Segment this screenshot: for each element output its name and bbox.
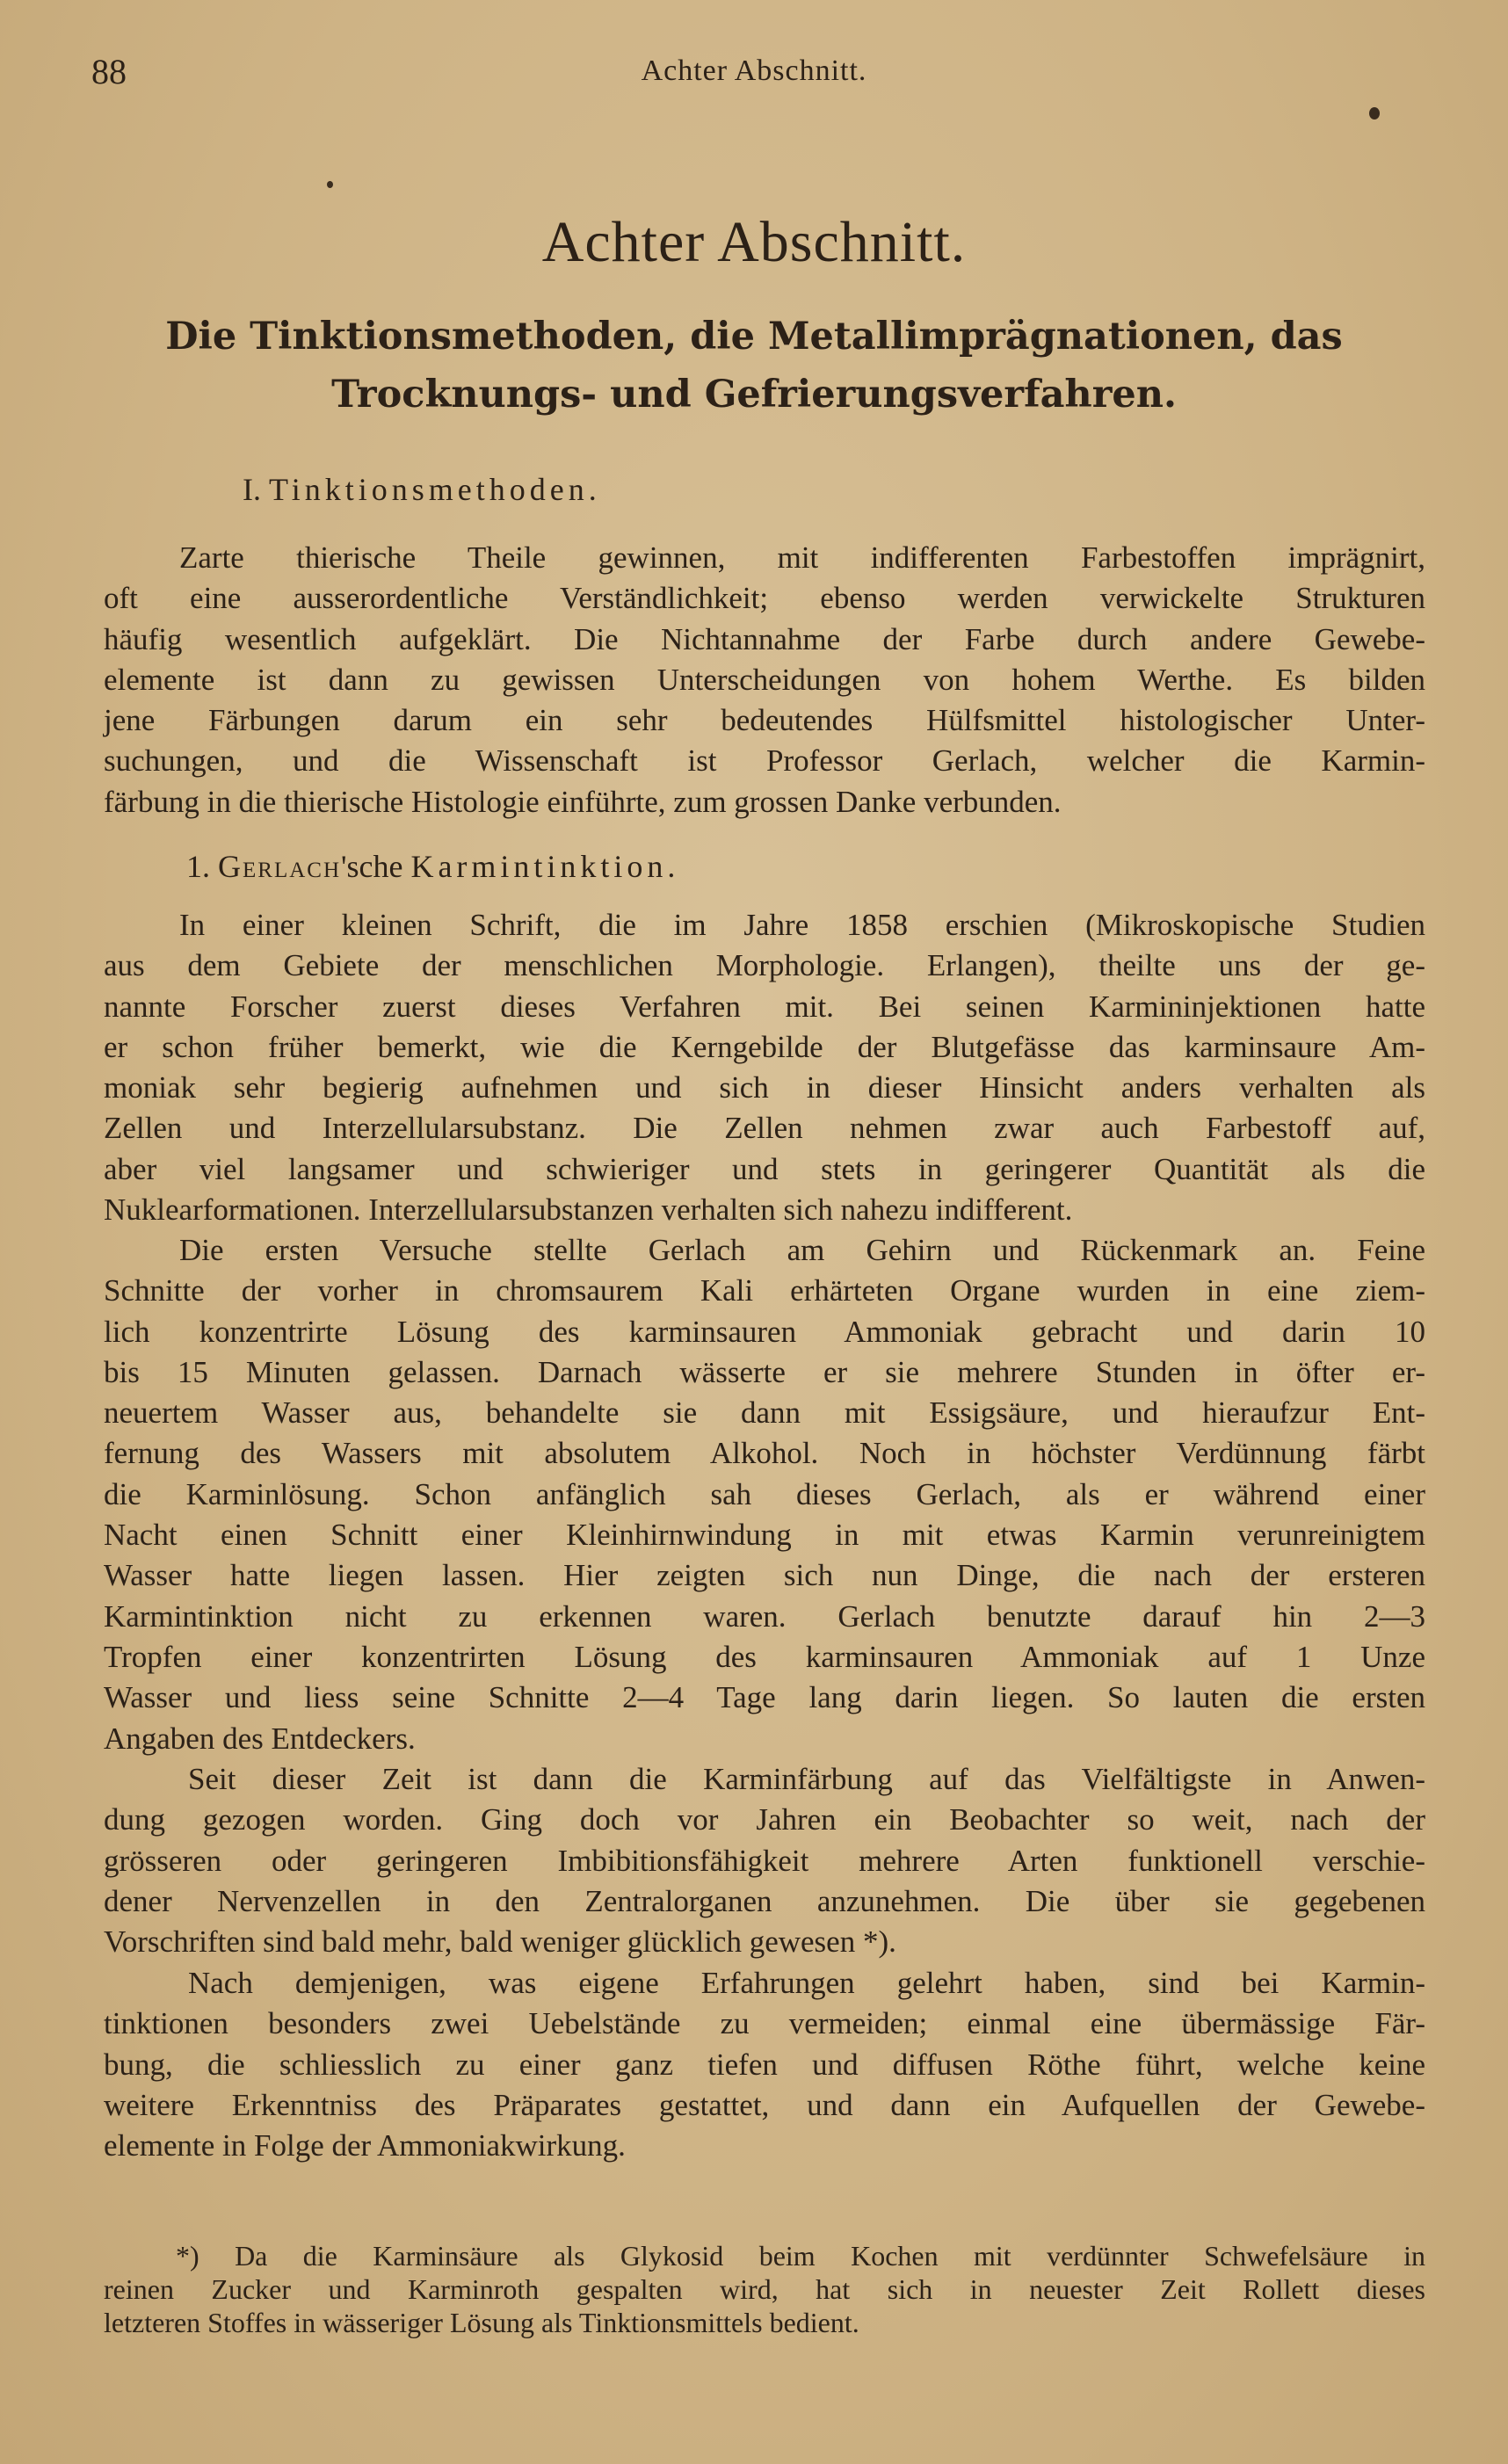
footnote-line: reinen Zucker und Karminroth gespalten wird, hat sich in neuester Zeit Rollett dieses	[104, 2273, 1425, 2305]
text-line: Seit dieser Zeit ist dann die Karminfärbung auf das Vielfältigste in Anwen-	[188, 1762, 1425, 1796]
text-line: oft eine ausserordentliche Verständlichkeit; ebenso werden verwickelte Strukturen	[104, 581, 1425, 616]
text-line: Die ersten Versuche stellte Gerlach am Gehirn und Rückenmark an. Feine	[179, 1233, 1425, 1267]
text-line: suchungen, und die Wissenschaft ist Professor Gerlach, welcher die Karmin-	[104, 743, 1425, 779]
subsection-title: Karmintinktion.	[410, 849, 680, 884]
text-line: Vorschriften sind bald mehr, bald weniger glücklich gewesen *).	[104, 1924, 896, 1960]
text-line: Schnitte der vorher in chromsaurem Kali erhärteten Organe wurden in eine ziem-	[104, 1273, 1425, 1308]
text-line: aber viel langsamer und schwieriger und stets in geringerer Quantität als die	[104, 1151, 1425, 1186]
text-line: neuertem Wasser aus, behandelte sie dann mit Essigsäure, und hieraufzur Ent-	[104, 1395, 1425, 1431]
text-line: grösseren oder geringeren Imbibitionsfähigkeit mehrere Arten funktionell verschie-	[104, 1843, 1425, 1878]
subsection-author: Gerlach	[218, 849, 341, 884]
text-line: bis 15 Minuten gelassen. Darnach wässerte er sie mehrere Stunden in öfter er-	[104, 1354, 1425, 1389]
text-line: Zellen und Interzellularsubstanz. Die Zellen nehmen zwar auch Farbestoff auf,	[104, 1111, 1425, 1146]
running-head	[0, 51, 1508, 95]
text-line: Karmintinktion nicht zu erkennen waren. Gerlach benutzte darauf hin 2—3	[104, 1598, 1425, 1634]
text-line: fernung des Wassers mit absolutem Alkohol. Noch in höchster Verdünnung färbt	[104, 1436, 1425, 1471]
text-line: er schon früher bemerkt, wie die Kerngebilde der Blutgefässe das karminsaure Am-	[104, 1029, 1425, 1064]
text-line: Wasser und liess seine Schnitte 2—4 Tage lang darin liegen. So lauten die ersten	[104, 1680, 1425, 1715]
text-line: weitere Erkenntniss des Präparates gestattet, und dann ein Aufquellen der Gewebe-	[104, 2087, 1425, 2122]
intro-paragraph	[104, 538, 1425, 823]
footnote-line: letzteren Stoffes in wässeriger Lösung als Tinktionsmittels bedient.	[104, 2307, 859, 2338]
text-line: häufig wesentlich aufgeklärt. Die Nichtannahme der Farbe durch andere Gewebe-	[104, 621, 1425, 656]
paragraph-history	[104, 905, 1425, 1230]
text-line: elemente in Folge der Ammoniakwirkung.	[104, 2128, 626, 2163]
text-line: dener Nervenzellen in den Zentralorganen anzunehmen. Die über sie gegebenen	[104, 1883, 1425, 1918]
paragraph-usage	[104, 1759, 1425, 1962]
text-line: In einer kleinen Schrift, die im Jahre 1858 erschien (Mikroskopische Studien	[179, 908, 1425, 942]
text-line: Nacht einen Schnitt einer Kleinhirnwindung in mit etwas Karmin verunreinigtem	[104, 1518, 1425, 1553]
footnote	[104, 2239, 1425, 2339]
text-line: moniak sehr begierig aufnehmen und sich in dieser Hinsicht anders verhalten als	[104, 1070, 1425, 1105]
paragraph-experiments	[104, 1230, 1425, 1759]
text-line: bung, die schliesslich zu einer ganz tiefen und diffusen Röthe führt, welche keine	[104, 2047, 1425, 2082]
text-line: aus dem Gebiete der menschlichen Morphologie. Erlangen), theilte uns der ge-	[104, 948, 1425, 983]
subsection-number: 1.	[186, 849, 210, 884]
section-number: I.	[243, 472, 261, 507]
print-speck	[327, 181, 333, 188]
subsection-suffix: 'sche	[341, 849, 403, 884]
page-number: 88	[91, 52, 127, 91]
footnote-line: *) Da die Karminsäure als Glykosid beim Kochen mit verdünnter Schwefelsäure in	[176, 2240, 1425, 2272]
chapter-title: Achter Abschnitt.	[541, 210, 967, 274]
text-line: dung gezogen worden. Ging doch vor Jahren ein Beobachter so weit, nach der	[104, 1802, 1425, 1837]
text-line: Nuklearformationen. Interzellularsubstanzen verhalten sich nahezu indifferent.	[104, 1192, 1073, 1228]
text-line: Nach demjenigen, was eigene Erfahrungen gelehrt haben, sind bei Karmin-	[188, 1966, 1425, 2000]
section-title: Tinktionsmethoden.	[269, 472, 601, 507]
text-line: jene Färbungen darum ein sehr bedeutendes Hülfsmittel histologischer Unter-	[104, 703, 1425, 738]
text-line: die Karminlösung. Schon anfänglich sah dieses Gerlach, als er während einer	[104, 1476, 1425, 1511]
text-line: färbung in die thierische Histologie einführte, zum grossen Danke verbunden.	[104, 784, 1062, 819]
print-speck	[1369, 107, 1380, 120]
paragraph-drawbacks	[104, 1963, 1425, 2166]
subsection-heading	[186, 848, 679, 885]
text-line: Zarte thierische Theile gewinnen, mit indifferenten Farbestoffen imprägnirt,	[179, 540, 1425, 575]
text-line: tinktionen besonders zwei Uebelstände zu vermeiden; einmal eine übermässige Fär-	[104, 2006, 1425, 2041]
text-line: lich konzentrirte Lösung des karminsauren Ammoniak gebracht und darin 10	[104, 1314, 1425, 1349]
chapter-subtitle-line: Trocknungs- und Gefrierungsverfahren.	[331, 373, 1177, 417]
chapter-subtitle	[123, 308, 1385, 424]
chapter-subtitle-line: Die Tinktionsmethoden, die Metallimprägnationen, das	[165, 315, 1343, 359]
text-line: elemente ist dann zu gewissen Unterscheidungen von hohem Werthe. Es bilden	[104, 662, 1425, 697]
text-line: Tropfen einer konzentrirten Lösung des karminsauren Ammoniak auf 1 Unze	[104, 1639, 1425, 1674]
text-line: Wasser hatte liegen lassen. Hier zeigten sich nun Dinge, die nach der ersteren	[104, 1558, 1425, 1593]
section-heading	[243, 471, 601, 508]
running-title: Achter Abschnitt.	[641, 54, 867, 87]
text-line: nannte Forscher zuerst dieses Verfahren mit. Bei seinen Karmininjektionen hatte	[104, 989, 1425, 1024]
text-line: Angaben des Entdeckers.	[104, 1721, 416, 1756]
